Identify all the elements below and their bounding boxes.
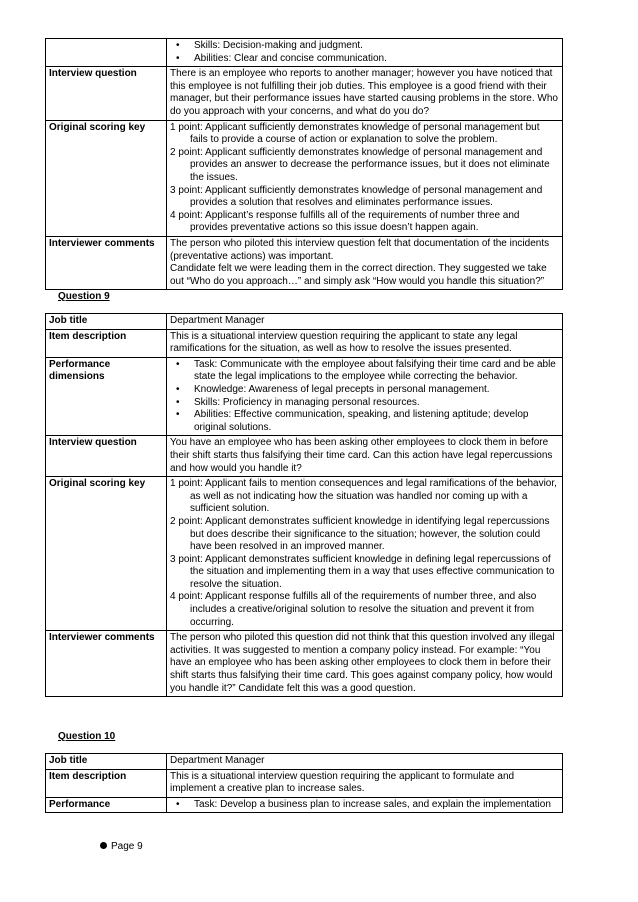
row-content: There is an employee who reports to another manager; however you have noticed that this employee is not fulfilling their job duties. This employee is a good friend with their manager, but their performance issues have started causing problems in the store. Who do you approach with your concerns, and what do you do? [167, 67, 563, 120]
row-content [167, 357, 563, 436]
list-item: • Skills: Decision-making and judgment. [194, 40, 559, 53]
page-number: Page 9 [111, 841, 143, 852]
comment-paragraph: The person who piloted this interview question felt that documentation of the incidents (preventative actions) was important. [170, 237, 550, 262]
list-item: • Abilities: Effective communication, speaking, and listening aptitude; develop original solutions. [194, 409, 559, 434]
list-item: • Task: Communicate with the employee about falsifying their time card and be able state the legal implications to the employee while correcting the behavior. [194, 359, 559, 384]
bullet-list [170, 359, 559, 435]
question-10-table [45, 753, 563, 813]
row-content: This is a situational interview question requiring the applicant to formulate and implement a creative plan to increase sales. [167, 769, 563, 797]
row-content: The person who piloted this question did not think that this question involved any illegal activities. It was suggested to mention a company policy instead. For example: “You have an employee who has been asking other employees to clock them in before their shift starts thus falsifying their time card. This goes against company policy, how would you handle it?” Candidate felt this was a good question. [167, 631, 563, 697]
page-footer [100, 841, 143, 852]
table-row [46, 797, 563, 813]
question-9-heading: Question 9 [58, 291, 110, 302]
scoring-point: 2 point: Applicant demonstrates sufficient knowledge in identifying legal repercussions but does describe their significance to the situation; however, the solution could have been resolved in an improved manner. [170, 515, 550, 553]
table-row [46, 314, 563, 330]
scoring-point: 3 point: Applicant demonstrates sufficient knowledge in defining legal repercussions of the situation and implementing them in a way that uses effective communication to resolve the situation. [170, 553, 555, 590]
row-label: Original scoring key [46, 477, 167, 631]
list-item: • Task: Develop a business plan to increase sales, and explain the implementation [194, 799, 559, 812]
row-label: Original scoring key [46, 120, 167, 236]
scoring-key [170, 122, 559, 235]
row-label [46, 39, 167, 67]
scoring-point: 1 point: Applicant fails to mention consequences and legal ramifications of the behavior, as well as not indicating how the situation was handled nor coming up with a sufficient solution. [170, 478, 557, 515]
row-label: Job title [46, 754, 167, 770]
table-row [46, 631, 563, 697]
table-row [46, 769, 563, 797]
row-label: Item description [46, 329, 167, 357]
scoring-point: 2 point: Applicant sufficiently demonstrates knowledge of personal management and provides an answer to decrease the performance issues, but it does not eliminate the issues. [170, 146, 550, 183]
row-content: You have an employee who has been asking other employees to clock them in before their shift starts thus falsifying their time card. Can this action have legal repercussions and how would you handle it? [167, 436, 563, 477]
table-row [46, 236, 563, 289]
scoring-key [170, 478, 559, 629]
bullet-list [170, 40, 559, 65]
row-label: Item description [46, 769, 167, 797]
row-label: Interviewer comments [46, 631, 167, 697]
table-row [46, 329, 563, 357]
table-row [46, 67, 563, 120]
row-content [167, 39, 563, 67]
row-label: Interview question [46, 436, 167, 477]
scoring-point: 4 point: Applicant’s response fulfills all of the requirements of number three and provides preventative actions so this issue doesn’t happen again. [170, 209, 520, 234]
row-content: This is a situational interview question requiring the applicant to state any legal ramifications for the situation, as well as how to resolve the issues presented. [167, 329, 563, 357]
table-row [46, 754, 563, 770]
list-item: • Knowledge: Awareness of legal precepts in personal management. [194, 384, 559, 397]
row-content [167, 477, 563, 631]
row-content [167, 797, 563, 813]
table-row [46, 120, 563, 236]
row-label: Performance dimensions [46, 357, 167, 436]
table-row [46, 477, 563, 631]
table-row [46, 39, 563, 67]
comment-paragraph: Candidate felt we were leading them in the correct direction. They suggested we take out “Who do you approach…” and simply ask “How would you handle this situation?” [170, 263, 547, 287]
bullet-list [170, 799, 559, 812]
row-label: Interview question [46, 67, 167, 120]
scoring-point: 1 point: Applicant sufficiently demonstrates knowledge of personal management but fails to provide a course of action or explanation to solve the problem. [170, 121, 540, 146]
row-label: Job title [46, 314, 167, 330]
list-item: • Abilities: Clear and concise communication. [194, 53, 559, 66]
continued-table [45, 38, 563, 290]
question-9-table [45, 313, 563, 697]
question-10-heading: Question 10 [58, 731, 116, 742]
table-row [46, 357, 563, 436]
comments [170, 238, 559, 288]
bullet-dot-icon [100, 842, 107, 849]
row-label: Performance [46, 797, 167, 813]
row-content [167, 236, 563, 289]
scoring-point: 3 point: Applicant sufficiently demonstrates knowledge of personal management and provides a solution that resolves and eliminates performance issues. [170, 184, 543, 209]
row-label: Interviewer comments [46, 236, 167, 289]
row-content: Department Manager [167, 754, 563, 770]
list-item: • Skills: Proficiency in managing personal resources. [194, 397, 559, 410]
row-content [167, 120, 563, 236]
table-row [46, 436, 563, 477]
scoring-point: 4 point: Applicant response fulfills all of the requirements of number three, and also includes a creative/original solution to resolve the situation and prevent it from occurring. [170, 591, 537, 628]
row-content: Department Manager [167, 314, 563, 330]
